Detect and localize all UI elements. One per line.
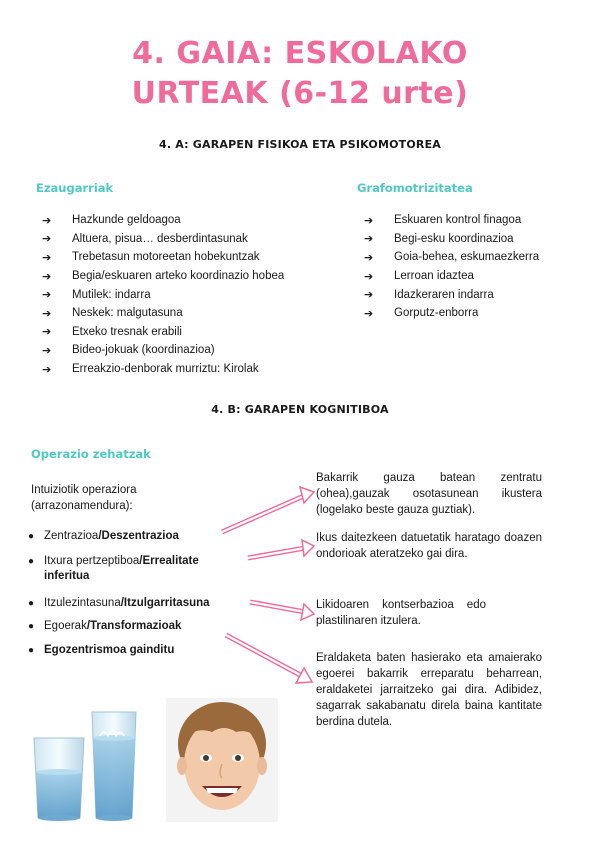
arrow-icon: ➔ — [364, 307, 374, 320]
bullet-icon: ● — [28, 645, 35, 656]
section-a-heading: 4. A: GARAPEN FISIKOA ETA PSIKOMOTOREA — [158, 138, 441, 151]
arrow-icon: ➔ — [42, 251, 52, 264]
operazio-zehatzak-heading: Operazio zehatzak — [31, 447, 151, 461]
grafomotrizitatea-heading: Grafomotrizitatea — [357, 181, 473, 195]
operation-bold: /Errealitate inferitua — [44, 555, 199, 582]
arrow-icon: ➔ — [42, 344, 52, 357]
water-glasses-illustration — [30, 700, 158, 828]
list-item-text: Neskek: malgutasuna — [72, 307, 183, 320]
arrow-icon: ➔ — [42, 233, 52, 246]
explanation-2: Ikus daitezkeen datuetatik haratago doazen ondorioak ateratzeko gai dira. — [316, 532, 542, 560]
operation-bold: /Transformazioak — [86, 620, 182, 632]
arrow-icon — [226, 635, 312, 683]
arrow-icon: ➔ — [364, 251, 374, 264]
operation-normal: Egoerak — [44, 620, 87, 632]
operation-normal: Itzulezintasuna — [44, 597, 121, 609]
explanation-4: Eraldaketa baten hasierako eta amaierako egoerei bakarrik erreparatu beharrean, eraldaketei jarraitzeko gai dira. Adibidez, sagarrak sakabanatu direla baina kantitate berdina dutela. — [316, 652, 542, 728]
list-item-text: Etxeko tresnak erabili — [72, 325, 182, 338]
smiling-child-photo — [166, 698, 278, 822]
bullet-icon: ● — [28, 621, 35, 632]
operation-bold: Egozentrismoa gainditu — [44, 644, 175, 656]
arrow-icon: ➔ — [42, 363, 52, 376]
arrow-icon: ➔ — [42, 214, 52, 227]
list-item-text: Hazkunde geldoagoa — [72, 214, 181, 227]
list-item-text: Bideo-jokuak (koordinazioa) — [72, 344, 215, 357]
arrow-icon — [222, 487, 314, 532]
list-item-text: Erreakzio-denborak murriztu: Kirolak — [72, 363, 259, 376]
bullet-icon: ● — [28, 556, 35, 567]
intro-text: Intuiziotik operaziora (arrazonamendura): — [31, 484, 137, 512]
explanation-1: Bakarrik gauza batean zentratu (ohea),gauzak osotasunean ikustera (logelako beste gauza guztiak). — [316, 472, 542, 516]
list-item-text: Idazkeraren indarra — [394, 288, 494, 301]
bullet-icon: ● — [28, 531, 35, 542]
list-item-text: Altuera, pisua… desberdintasunak — [72, 232, 248, 245]
list-item-text: Begi-esku koordinazioa — [394, 232, 514, 245]
operation-bold: /Itzulgarritasuna — [120, 597, 210, 609]
operation-bold: /Deszentrazioa — [98, 530, 179, 542]
arrow-icon: ➔ — [42, 307, 52, 320]
title-line-2: URTEAK (6-12 urte) — [131, 76, 469, 111]
arrow-icon: ➔ — [364, 289, 374, 302]
arrow-icon: ➔ — [364, 214, 374, 227]
arrow-icon: ➔ — [42, 289, 52, 302]
list-item-text: Gorputz-enborra — [394, 307, 479, 320]
arrow-icon — [250, 602, 314, 620]
arrow-icon: ➔ — [364, 233, 374, 246]
explanation-3: Likidoaren kontserbazioa edo plastilinaren itzulera. — [316, 599, 486, 627]
list-item-text: Lerroan idaztea — [394, 270, 474, 283]
arrow-icon: ➔ — [42, 270, 52, 283]
list-item-text: Eskuaren kontrol finagoa — [394, 214, 522, 227]
section-b-heading: 4. B: GARAPEN KOGNITIBOA — [211, 403, 389, 416]
arrow-icon: ➔ — [364, 270, 374, 283]
arrow-icon: ➔ — [42, 326, 52, 339]
bullet-icon: ● — [28, 598, 35, 609]
title-line-1: 4. GAIA: ESKOLAKO — [132, 36, 468, 71]
operation-normal: Zentrazioa — [44, 530, 99, 542]
ezaugarriak-heading: Ezaugarriak — [36, 181, 114, 195]
list-item-text: Trebetasun motoreetan hobekuntzak — [72, 251, 260, 264]
list-item-text: Goia-behea, eskumaezkerra — [394, 251, 540, 264]
arrow-icon — [248, 540, 314, 558]
operation-normal: Itxura pertzeptiboa — [44, 555, 140, 567]
list-item-text: Mutilek: indarra — [72, 288, 151, 301]
list-item-text: Begia/eskuaren arteko koordinazio hobea — [72, 270, 285, 283]
